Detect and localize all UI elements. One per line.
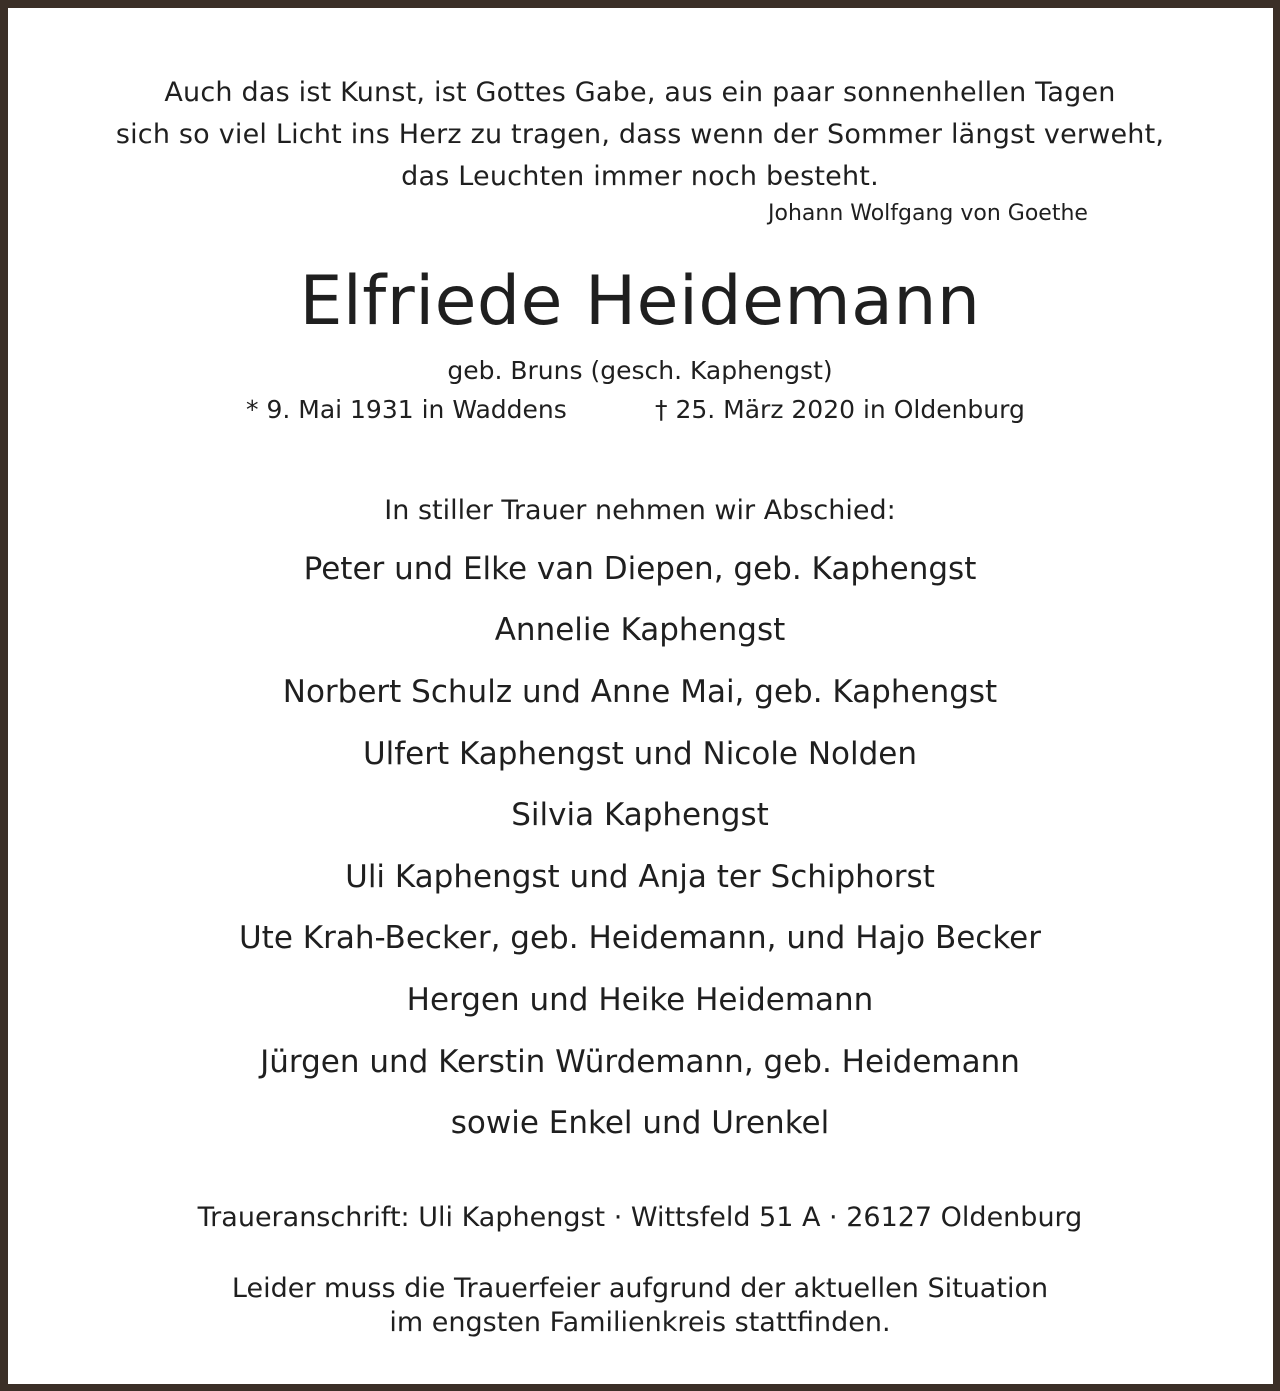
mourner-name: Peter und Elke van Diepen, geb. Kaphengst [303,551,977,587]
quote-author: Johann Wolfgang von Goethe [768,201,1088,226]
mourner-closing: sowie Enkel und Urenkel [450,1105,830,1141]
mourner-name: Jürgen und Kerstin Würdemann, geb. Heidemann [260,1044,1020,1080]
quote-line-2: sich so viel Licht ins Herz zu tragen, dass wenn der Sommer längst verweht, [115,119,1165,150]
mourner-name: Annelie Kaphengst [494,612,786,648]
maiden-name: geb. Bruns (gesch. Kaphengst) [447,356,833,385]
note-line-1: Leider muss die Trauerfeier aufgrund der aktuellen Situation [231,1273,1049,1304]
death-date: † 25. März 2020 in Oldenburg [655,395,1025,424]
mourner-name: Uli Kaphengst und Anja ter Schiphorst [345,859,935,895]
mourners-intro: In stiller Trauer nehmen wir Abschied: [384,495,896,526]
quote-line-3: das Leuchten immer noch besteht. [401,161,879,192]
mourner-name: Ulfert Kaphengst und Nicole Nolden [362,736,918,772]
deceased-name: Elfriede Heidemann [299,262,981,341]
mourner-name: Silvia Kaphengst [511,797,769,833]
note-line-2: im engsten Familienkreis stattfinden. [389,1307,891,1338]
mourner-name: Norbert Schulz und Anne Mai, geb. Kaphengst [282,674,998,710]
mourning-address: Traueranschrift: Uli Kaphengst · Wittsfeld 51 A · 26127 Oldenburg [197,1202,1083,1233]
quote-line-1: Auch das ist Kunst, ist Gottes Gabe, aus ein paar sonnenhellen Tagen [164,77,1116,108]
mourner-name: Hergen und Heike Heidemann [406,982,874,1018]
mourner-name: Ute Krah-Becker, geb. Heidemann, und Hajo Becker [238,920,1042,956]
birth-date: * 9. Mai 1931 in Waddens [246,395,567,424]
